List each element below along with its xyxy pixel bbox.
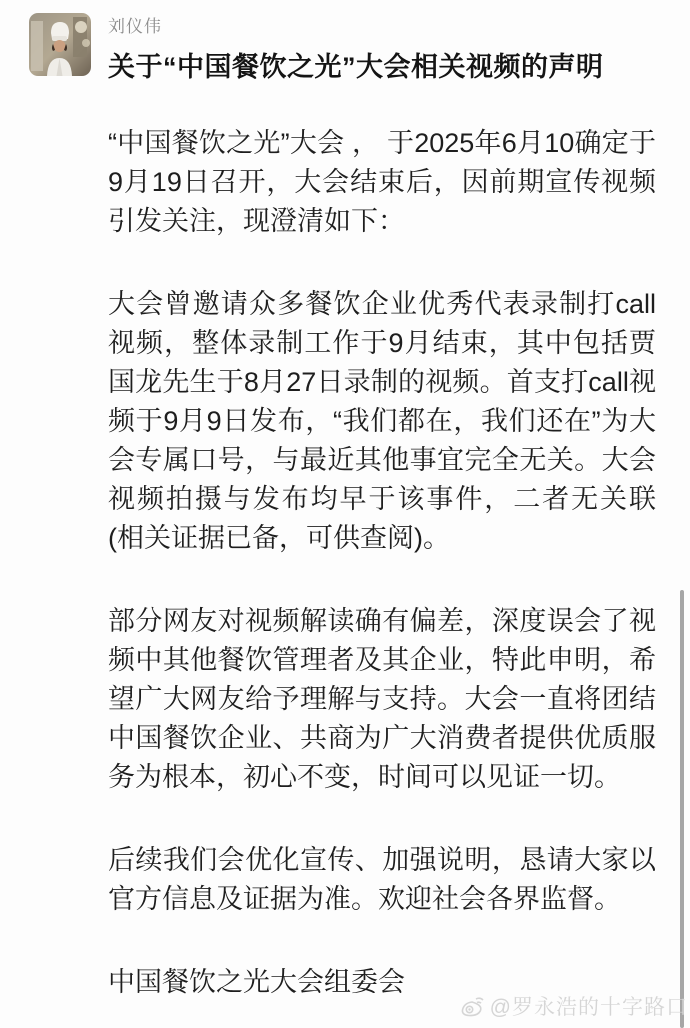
post-title: 关于“中国餐饮之光”大会相关视频的声明 [108, 52, 604, 82]
paragraph-3: 部分网友对视频解读确有偏差，深度误会了视频中其他餐饮管理者及其企业，特此申明，希望广大网友给予理解与支持。大会一直将团结中国餐饮企业、共商为广大消费者提供优质服务为根本，初心不变，时间可以见证一切。 [108, 606, 656, 792]
avatar[interactable] [29, 13, 91, 76]
weibo-logo-icon [460, 995, 486, 1017]
paragraph-4: 后续我们会优化宣传、加强说明，恳请大家以官方信息及证据为准。欢迎社会各界监督。 [108, 845, 656, 914]
watermark [460, 991, 688, 1021]
watermark-text: @罗永浩的十字路口 [489, 996, 688, 1019]
post-body [108, 124, 656, 1002]
paragraph-2: 大会曾邀请众多餐饮企业优秀代表录制打call视频，整体录制工作于9月结束，其中包括贾国龙先生于8月27日录制的视频。首支打call视频于9月9日发布，“我们都在，我们还在”为大会专属口号，与最近其他事宜完全无关。大会视频拍摄与发布均早于该事件，二者无关联 (相关证据已备，可供查阅)。 [108, 289, 656, 553]
scrollbar-thumb[interactable] [680, 590, 684, 1028]
chef-portrait-icon [29, 13, 91, 76]
paragraph-1: “中国餐饮之光”大会 ， 于2025年6月10确定于9月19日召开，大会结束后，因前期宣传视频引发关注，现澄清如下： [108, 128, 656, 236]
author-name[interactable]: 刘仪伟 [108, 17, 162, 36]
signature-line: 中国餐饮之光大会组委会 [108, 967, 405, 997]
